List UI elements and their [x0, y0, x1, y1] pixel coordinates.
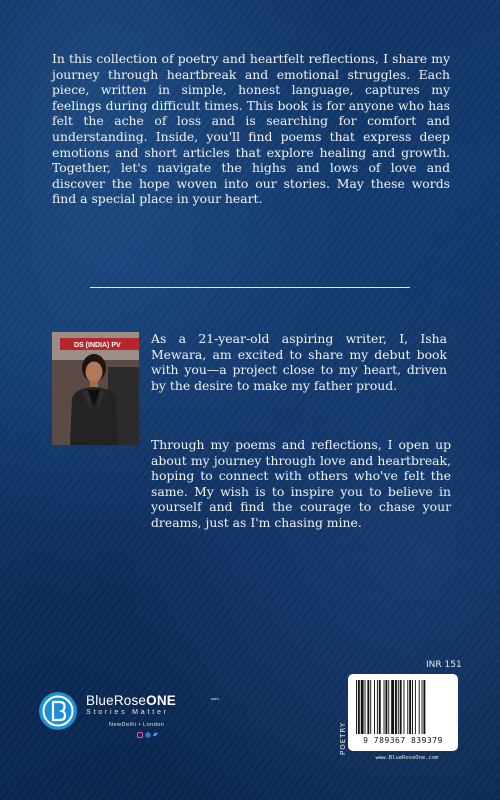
barcode-bar: [398, 680, 399, 734]
barcode-bar: [385, 680, 387, 734]
barcode-bar: [365, 680, 366, 734]
barcode-bar: [423, 680, 425, 734]
price-label: INR 151: [426, 660, 462, 670]
barcode-bar: [400, 680, 402, 734]
twitter-icon: [153, 733, 159, 737]
barcode-bar: [361, 680, 364, 734]
barcode-bar: [419, 680, 420, 734]
instagram-icon: [138, 733, 143, 738]
barcode-bar: [395, 680, 397, 734]
publisher-name: BlueRoseONE: [86, 693, 176, 708]
barcode-bar: [374, 680, 375, 734]
isbn-number: 9 789367 839379: [363, 736, 443, 745]
publisher-website: www.BlueRoseOne.com: [375, 755, 439, 761]
author-bio-paragraph-2: Through my poems and reflections, I open up about my journey through love and heartbreak, hoping to connect with others who've felt the same. My wish is to inspire you to believe in yourself and find the courage to chase your dreams, just as I'm chasing mine.: [151, 437, 451, 530]
barcode-bars: [348, 674, 458, 736]
publisher-tagline: Stories Matter: [86, 709, 169, 716]
barcode-bar: [412, 680, 413, 734]
facebook-icon: [145, 732, 150, 737]
barcode-bar: [384, 680, 385, 734]
barcode-bar: [391, 680, 394, 734]
photo-banner-text: DS (INDIA) PV: [74, 342, 121, 349]
barcode-bar: [379, 680, 381, 734]
barcode-bar: [404, 680, 405, 734]
bluerose-logo-icon: [38, 691, 78, 731]
publisher-locations: NewDelhi • London: [109, 722, 165, 728]
barcode-bar: [358, 680, 360, 734]
divider-line: [90, 287, 410, 288]
barcode-bar: [409, 680, 411, 734]
author-bio-paragraph-1: As a 21-year-old aspiring writer, I, Isha Mewara, am excited to share my debut book with you—a project close to my heart, driven by the desire to make my father proud.: [151, 331, 447, 393]
publisher-domain: .com: [210, 696, 219, 701]
author-photo: [52, 332, 139, 445]
barcode-bar: [367, 680, 369, 734]
barcode-bar: [422, 680, 423, 734]
barcode-bar: [377, 680, 378, 734]
barcode-bar: [356, 680, 357, 734]
blurb-paragraph: In this collection of poetry and heartfelt reflections, I share my journey through heartbreak and emotional struggles. Each piece, written in simple, honest language, captures my feelings during difficult times. This book is for anyone who has felt the ache of loss and is searching for comfort and understanding. Inside, you'll find poems that express deep emotions and short articles that explore healing and growth. Together, let's navigate the highs and lows of love and discover the hope woven into our stories. May these words find a special place in your heart.: [52, 51, 450, 207]
social-icons: [86, 732, 176, 740]
barcode-bar: [388, 680, 389, 734]
barcode-bar: [415, 680, 416, 734]
barcode-bar: [370, 680, 371, 734]
publisher-brand: [86, 693, 219, 740]
barcode-bar: [407, 680, 408, 734]
genre-text: POETRY: [339, 721, 347, 755]
isbn-barcode: [348, 674, 458, 751]
